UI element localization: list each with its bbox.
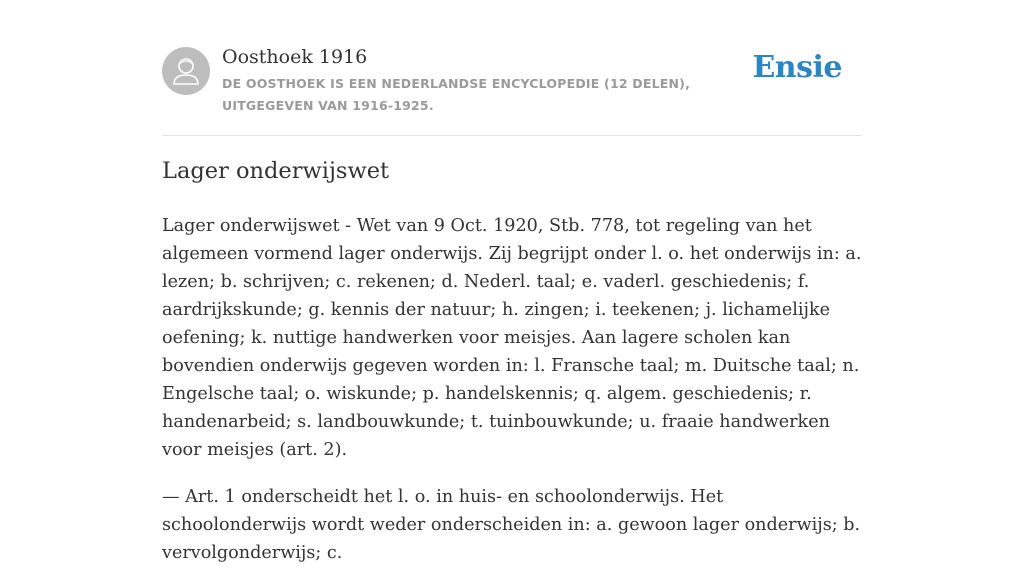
avatar[interactable]: [162, 47, 210, 95]
entry-paragraph: Lager onderwijswet - Wet van 9 Oct. 1920, Stb. 778, tot regeling van het algemeen vormend lager onderwijs. Zij begrijpt onder l. o. het onderwijs in: a. lezen; b. schrijven; c. rekenen; d. Nederl. taal; e. vaderl. geschiedenis; f. aardrijkskunde; g. kennis der natuur; h. zingen; i. teekenen; j. lichamelijke oefening; k. nuttige handwerken voor meisjes. Aan lagere scholen kan bovendien onderwijs gegeven worden in: l. Fransche taal; m. Duitsche taal; n. Engelsche taal; o. wiskunde; p. handelskennis; q. algem. geschiedenis; r. handenarbeid; s. landbouwkunde; t. tuinbouwkunde; u. fraaie handwerken voor meisjes (art. 2).: [162, 216, 862, 460]
entry-paragraph: — Art. 1 onderscheidt het l. o. in huis- en schoolonderwijs. Het schoolonderwijs wordt weder onderscheiden in: a. gewoon lager onderwijs; b. vervolgonderwijs; c.: [162, 487, 861, 563]
brand-logo[interactable]: Ensie: [752, 50, 842, 85]
entry-body: [162, 212, 864, 586]
source-header: [162, 44, 862, 124]
source-description: DE OOSTHOEK IS EEN NEDERLANDSE ENCYCLOPEDIE (12 DELEN), UITGEGEVEN VAN 1916-1925.: [222, 76, 691, 113]
entry-title: Lager onderwijswet: [162, 158, 390, 184]
divider: [162, 135, 862, 136]
source-name[interactable]: Oosthoek 1916: [222, 46, 368, 68]
user-icon: [162, 47, 210, 95]
